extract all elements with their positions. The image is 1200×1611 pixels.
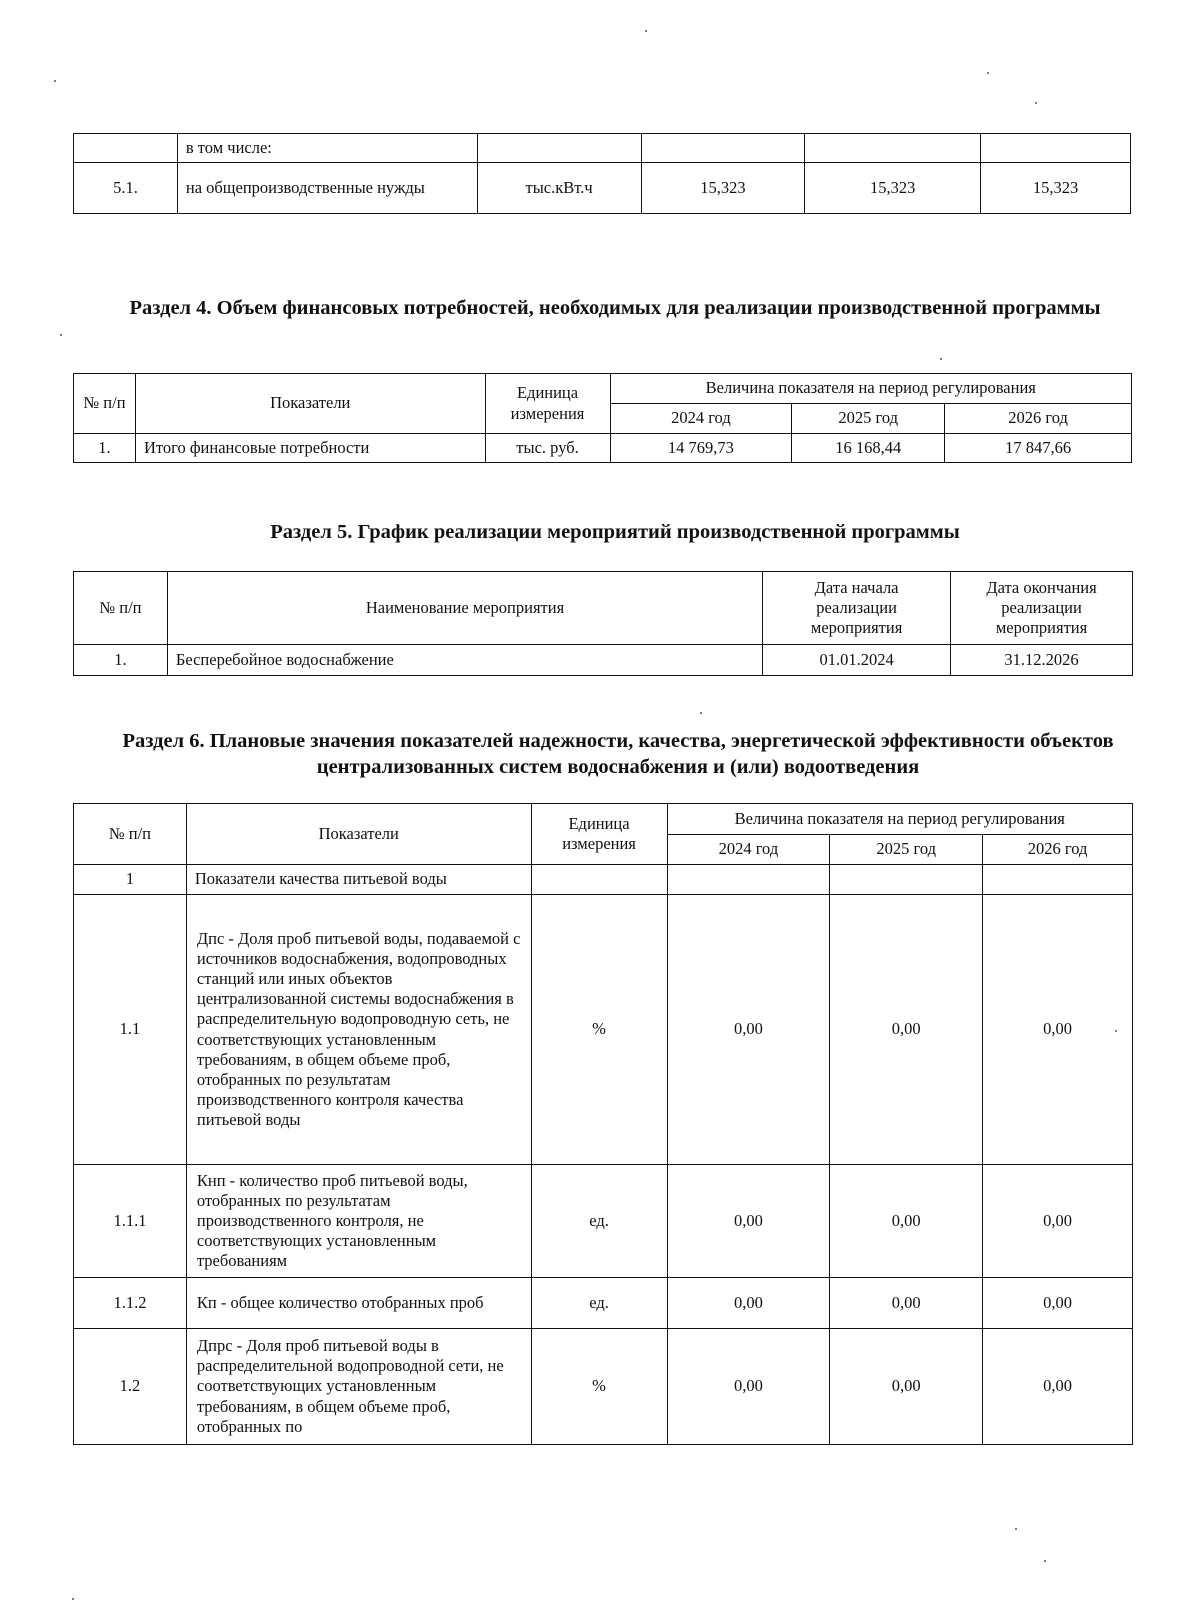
unit-cell	[531, 865, 667, 895]
value-2024: 0,00	[667, 895, 830, 1165]
scan-speck	[940, 358, 942, 360]
value-2025: 0,00	[830, 895, 983, 1165]
header-end: Дата окончания реализации мероприятия	[951, 572, 1133, 645]
header-2024: 2024 год	[667, 835, 830, 865]
unit-cell: %	[531, 1329, 667, 1445]
value-2025: 0,00	[830, 1278, 983, 1329]
header-indicator: Показатели	[186, 804, 531, 865]
scan-speck	[987, 72, 989, 74]
unit-cell: ед.	[531, 1278, 667, 1329]
indicator-name: Итого финансовые потребности	[135, 434, 485, 463]
header-start: Дата начала реализации мероприятия	[763, 572, 951, 645]
scan-speck	[54, 80, 56, 82]
value-2025	[830, 865, 983, 895]
header-indicator: Показатели	[135, 374, 485, 434]
table-row	[74, 163, 1131, 214]
value-2026: 0,00	[983, 1165, 1133, 1278]
value-2024: 0,00	[667, 1165, 830, 1278]
indicator-name: Дпс - Доля проб питьевой воды, подаваемой с источников водоснабжения, водопроводных станций или иных объектов централизованной системы водоснабжения в распределительную водопроводную сеть, не соответствующих установленным требованиям, в общем объеме проб, отобранных по результатам производственного контроля качества питьевой воды	[186, 895, 531, 1165]
header-num: № п/п	[74, 374, 136, 434]
table-row	[74, 1329, 1133, 1445]
header-period: Величина показателя на период регулирования	[610, 374, 1132, 404]
value-2026: 17 847,66	[945, 434, 1132, 463]
header-2025: 2025 год	[792, 404, 945, 434]
scan-speck	[1015, 1528, 1017, 1530]
header-2026: 2026 год	[945, 404, 1132, 434]
value-2025	[805, 134, 981, 163]
section4-title: Раздел 4. Объем финансовых потребностей, необходимых для реализации производственной программы	[129, 297, 1101, 319]
event-name: Бесперебойное водоснабжение	[167, 645, 762, 676]
row-number: 1.1	[74, 895, 187, 1165]
scan-speck	[700, 712, 702, 714]
header-2024: 2024 год	[610, 404, 792, 434]
value-2024: 0,00	[667, 1278, 830, 1329]
indicator-name: Дпрс - Доля проб питьевой воды в распределительной водопроводной сети, не соответствующих установленным требованиям, в общем объеме проб, отобранных по	[186, 1329, 531, 1445]
value-2025: 0,00	[830, 1165, 983, 1278]
header-2026: 2026 год	[983, 835, 1133, 865]
value-2024	[641, 134, 805, 163]
unit-cell: ед.	[531, 1165, 667, 1278]
table-row	[74, 865, 1133, 895]
table-row	[74, 895, 1133, 1165]
header-unit: Единица измерения	[531, 804, 667, 865]
table-row	[74, 1165, 1133, 1278]
section4-table	[73, 373, 1132, 463]
row-number: 5.1.	[74, 163, 178, 214]
indicator-name: Кнп - количество проб питьевой воды, отобранных по результатам производственного контроля, не соответствующих установленным требованиям	[186, 1165, 531, 1278]
header-num: № п/п	[74, 572, 168, 645]
unit-cell: тыс.кВт.ч	[477, 163, 641, 214]
energy-table	[73, 133, 1131, 214]
header-unit: Единица измерения	[485, 374, 610, 434]
value-2026: 15,323	[981, 163, 1131, 214]
value-2024	[667, 865, 830, 895]
indicator-name: Кп - общее количество отобранных проб	[186, 1278, 531, 1329]
value-2026	[983, 865, 1133, 895]
value-2024: 14 769,73	[610, 434, 792, 463]
value-2025: 15,323	[805, 163, 981, 214]
row-number: 1.2	[74, 1329, 187, 1445]
row-number: 1.1.2	[74, 1278, 187, 1329]
section6-table	[73, 803, 1133, 1445]
header-name: Наименование мероприятия	[167, 572, 762, 645]
scan-speck	[1035, 102, 1037, 104]
value-2026	[981, 134, 1131, 163]
scan-speck	[1115, 1030, 1117, 1032]
value-2024: 15,323	[641, 163, 805, 214]
indicator-name: на общепроизводственные нужды	[177, 163, 477, 214]
scan-speck	[60, 334, 62, 336]
row-number: 1	[74, 865, 187, 895]
row-number: 1.	[74, 645, 168, 676]
scan-speck	[72, 1598, 74, 1600]
header-2025: 2025 год	[830, 835, 983, 865]
value-2024: 0,00	[667, 1329, 830, 1445]
value-2025: 16 168,44	[792, 434, 945, 463]
value-2026: 0,00	[983, 1278, 1133, 1329]
table-row	[74, 134, 1131, 163]
table-row	[74, 1278, 1133, 1329]
indicator-name: в том числе:	[177, 134, 477, 163]
indicator-name: Показатели качества питьевой воды	[186, 865, 531, 895]
table-row	[74, 434, 1132, 463]
header-row	[74, 572, 1133, 645]
scan-speck	[1044, 1560, 1046, 1562]
header-row	[74, 804, 1133, 835]
start-date: 01.01.2024	[763, 645, 951, 676]
value-2026: 0,00	[983, 895, 1133, 1165]
row-number	[74, 134, 178, 163]
end-date: 31.12.2026	[951, 645, 1133, 676]
section5-title: Раздел 5. График реализации мероприятий производственной программы	[270, 521, 960, 543]
table-row	[74, 645, 1133, 676]
row-number: 1.	[74, 434, 136, 463]
header-period: Величина показателя на период регулирования	[667, 804, 1133, 835]
row-number: 1.1.1	[74, 1165, 187, 1278]
value-2026: 0,00	[983, 1329, 1133, 1445]
unit-cell	[477, 134, 641, 163]
header-row	[74, 374, 1132, 404]
unit-cell: тыс. руб.	[485, 434, 610, 463]
section6-title: Раздел 6. Плановые значения показателей надежности, качества, энергетической эффективности объектов централизованных систем водоснабжения и (или) водоотведения	[122, 730, 1114, 778]
scan-speck	[645, 30, 647, 32]
unit-cell: %	[531, 895, 667, 1165]
header-num: № п/п	[74, 804, 187, 865]
value-2025: 0,00	[830, 1329, 983, 1445]
section5-table	[73, 571, 1133, 676]
